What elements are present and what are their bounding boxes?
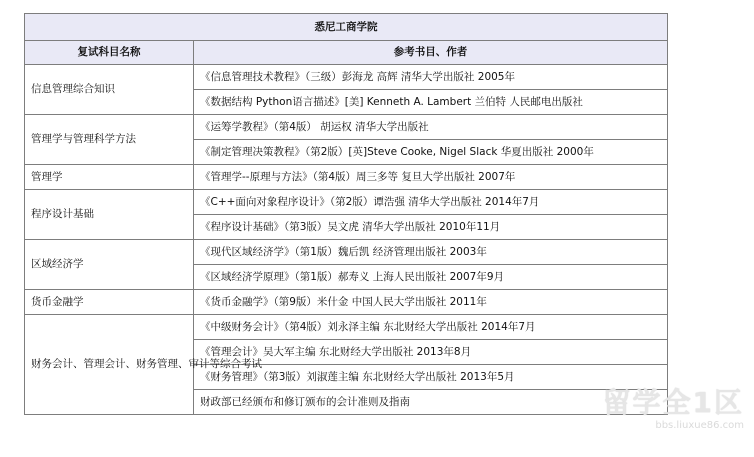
book-cell: 《管理学--原理与方法》（第4版）周三多等 复旦大学出版社 2007年 (194, 165, 668, 190)
subject-cell: 货币金融学 (25, 290, 194, 315)
site-watermark (594, 388, 744, 431)
book-cell: 《程序设计基础》（第3版）吴文虎 清华大学出版社 2010年11月 (194, 215, 668, 240)
subject-cell: 信息管理综合知识 (25, 65, 194, 115)
column-header-row (25, 41, 668, 65)
reference-books-table (24, 13, 668, 415)
subject-cell: 程序设计基础 (25, 190, 194, 240)
subject-cell: 区域经济学 (25, 240, 194, 290)
table-row (25, 290, 668, 315)
book-cell: 《现代区域经济学》（第1版）魏后凯 经济管理出版社 2003年 (194, 240, 668, 265)
watermark-url: bbs.liuxue86.com (655, 420, 744, 431)
subject-column-header: 复试科目名称 (25, 41, 194, 65)
book-cell: 《管理会计》吴大军主编 东北财经大学出版社 2013年8月 (194, 340, 668, 365)
table-row (25, 165, 668, 190)
book-cell: 《数据结构 Python语言描述》[美] Kenneth A. Lambert 兰伯特 人民邮电出版社 (194, 90, 668, 115)
watermark-logo: 留学全1区 (602, 386, 744, 419)
book-cell: 财政部已经颁布和修订颁布的会计准则及指南 (194, 390, 668, 415)
table-row (25, 65, 668, 90)
book-cell: 《C++面向对象程序设计》（第2版）谭浩强 清华大学出版社 2014年7月 (194, 190, 668, 215)
books-column-header: 参考书目、作者 (194, 41, 668, 65)
book-cell: 《制定管理决策教程》（第2版）[英]Steve Cooke, Nigel Slack 华夏出版社 2000年 (194, 140, 668, 165)
table-row (25, 315, 668, 340)
table-row (25, 240, 668, 265)
school-header-row (25, 14, 668, 41)
book-cell: 《区域经济学原理》（第1版）郝寿义 上海人民出版社 2007年9月 (194, 265, 668, 290)
table-row (25, 115, 668, 140)
book-cell: 《财务管理》（第3版）刘淑莲主编 东北财经大学出版社 2013年5月 (194, 365, 668, 390)
book-cell: 《信息管理技术教程》（三级）彭海龙 高辉 清华大学出版社 2005年 (194, 65, 668, 90)
book-cell: 《中级财务会计》（第4版）刘永泽主编 东北财经大学出版社 2014年7月 (194, 315, 668, 340)
subject-cell: 管理学 (25, 165, 194, 190)
school-name: 悉尼工商学院 (25, 14, 668, 41)
table-row (25, 190, 668, 215)
book-cell: 《运筹学教程》（第4版） 胡运权 清华大学出版社 (194, 115, 668, 140)
subject-cell: 财务会计、管理会计、财务管理、审计等综合考试 (25, 315, 194, 415)
subject-cell: 管理学与管理科学方法 (25, 115, 194, 165)
book-cell: 《货币金融学》（第9版）米什金 中国人民大学出版社 2011年 (194, 290, 668, 315)
